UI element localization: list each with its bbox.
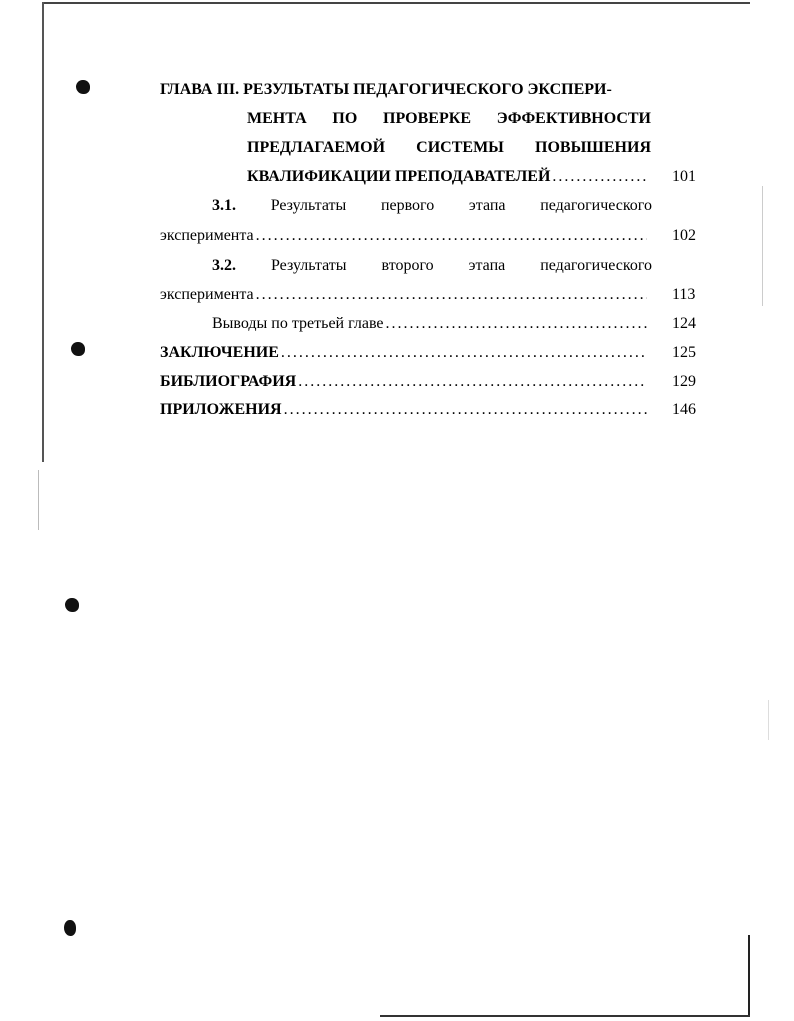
scan-mark-right: [762, 186, 763, 306]
toc-entry-appendices[interactable]: [160, 400, 651, 420]
page-number: 102: [672, 227, 696, 244]
leader-dots: [298, 372, 647, 392]
section31-title-line1: [212, 196, 652, 216]
page-number: 129: [672, 373, 696, 390]
toc-entry-section31[interactable]: [160, 226, 651, 246]
punch-hole-icon: [76, 80, 90, 94]
section-number: 3.1.: [212, 197, 236, 214]
punch-hole-icon: [64, 920, 76, 936]
section31-title-line2: эксперимента: [160, 227, 254, 244]
chapter3-conclusions-label: Выводы по третьей главе: [212, 315, 384, 332]
punch-hole-icon: [71, 342, 85, 356]
scan-mark-right-2: [768, 700, 769, 740]
punch-hole-icon: [65, 598, 79, 612]
page-number: 101: [672, 168, 696, 185]
chapter3-word: СИСТЕМЫ: [416, 139, 504, 156]
page-number: 125: [672, 344, 696, 361]
section-word: Результаты: [270, 257, 347, 274]
bibliography-label: БИБЛИОГРАФИЯ: [160, 373, 297, 390]
page-number: 146: [672, 401, 696, 418]
section32-title-line2: эксперимента: [160, 286, 254, 303]
chapter3-title-line1: ГЛАВА III. РЕЗУЛЬТАТЫ ПЕДАГОГИЧЕСКОГО ЭКСПЕРИ-: [160, 81, 612, 98]
scan-edge-left-faint: [38, 470, 39, 530]
toc-entry-conclusion[interactable]: [160, 343, 651, 363]
section-number: 3.2.: [212, 257, 236, 274]
conclusion-label: ЗАКЛЮЧЕНИЕ: [160, 344, 279, 361]
section-word: Результаты: [270, 197, 347, 214]
chapter3-title-line2: [247, 109, 651, 129]
chapter3-word: ПО: [332, 110, 358, 127]
scan-edge-left: [42, 2, 44, 462]
toc-entry-bibliography[interactable]: [160, 372, 651, 392]
leader-dots: [281, 343, 647, 363]
section-word: педагогического: [540, 197, 652, 214]
toc-entry-section32[interactable]: [160, 285, 651, 305]
page-number: 113: [672, 286, 696, 303]
toc-entry-chapter3-conclusions[interactable]: [212, 314, 651, 334]
leader-dots: [552, 167, 647, 187]
chapter3-word: МЕНТА: [247, 110, 307, 127]
section-word: этапа: [468, 197, 506, 214]
scan-edge-top: [44, 2, 750, 4]
leader-dots: [284, 400, 647, 420]
section-word: второго: [381, 257, 434, 274]
section32-title-line1: [212, 256, 652, 276]
section-word: первого: [380, 197, 435, 214]
scan-edge-right: [748, 935, 750, 1017]
scan-edge-bottom: [380, 1015, 750, 1017]
appendices-label: ПРИЛОЖЕНИЯ: [160, 401, 282, 418]
page-number: 124: [672, 315, 696, 332]
section-word: этапа: [468, 257, 506, 274]
section-word: педагогического: [540, 257, 652, 274]
leader-dots: [256, 226, 647, 246]
toc-entry-chapter3[interactable]: [247, 167, 651, 187]
chapter3-word: ПРОВЕРКЕ: [383, 110, 472, 127]
chapter3-title-line4: КВАЛИФИКАЦИИ ПРЕПОДАВАТЕЛЕЙ: [247, 168, 551, 185]
leader-dots: [256, 285, 647, 305]
chapter3-title-line3: [247, 138, 651, 158]
chapter3-word: ПОВЫШЕНИЯ: [535, 139, 651, 156]
chapter3-word: ПРЕДЛАГАЕМОЙ: [247, 139, 386, 156]
chapter3-word: ЭФФЕКТИВНОСТИ: [496, 110, 651, 127]
leader-dots: [386, 314, 648, 334]
